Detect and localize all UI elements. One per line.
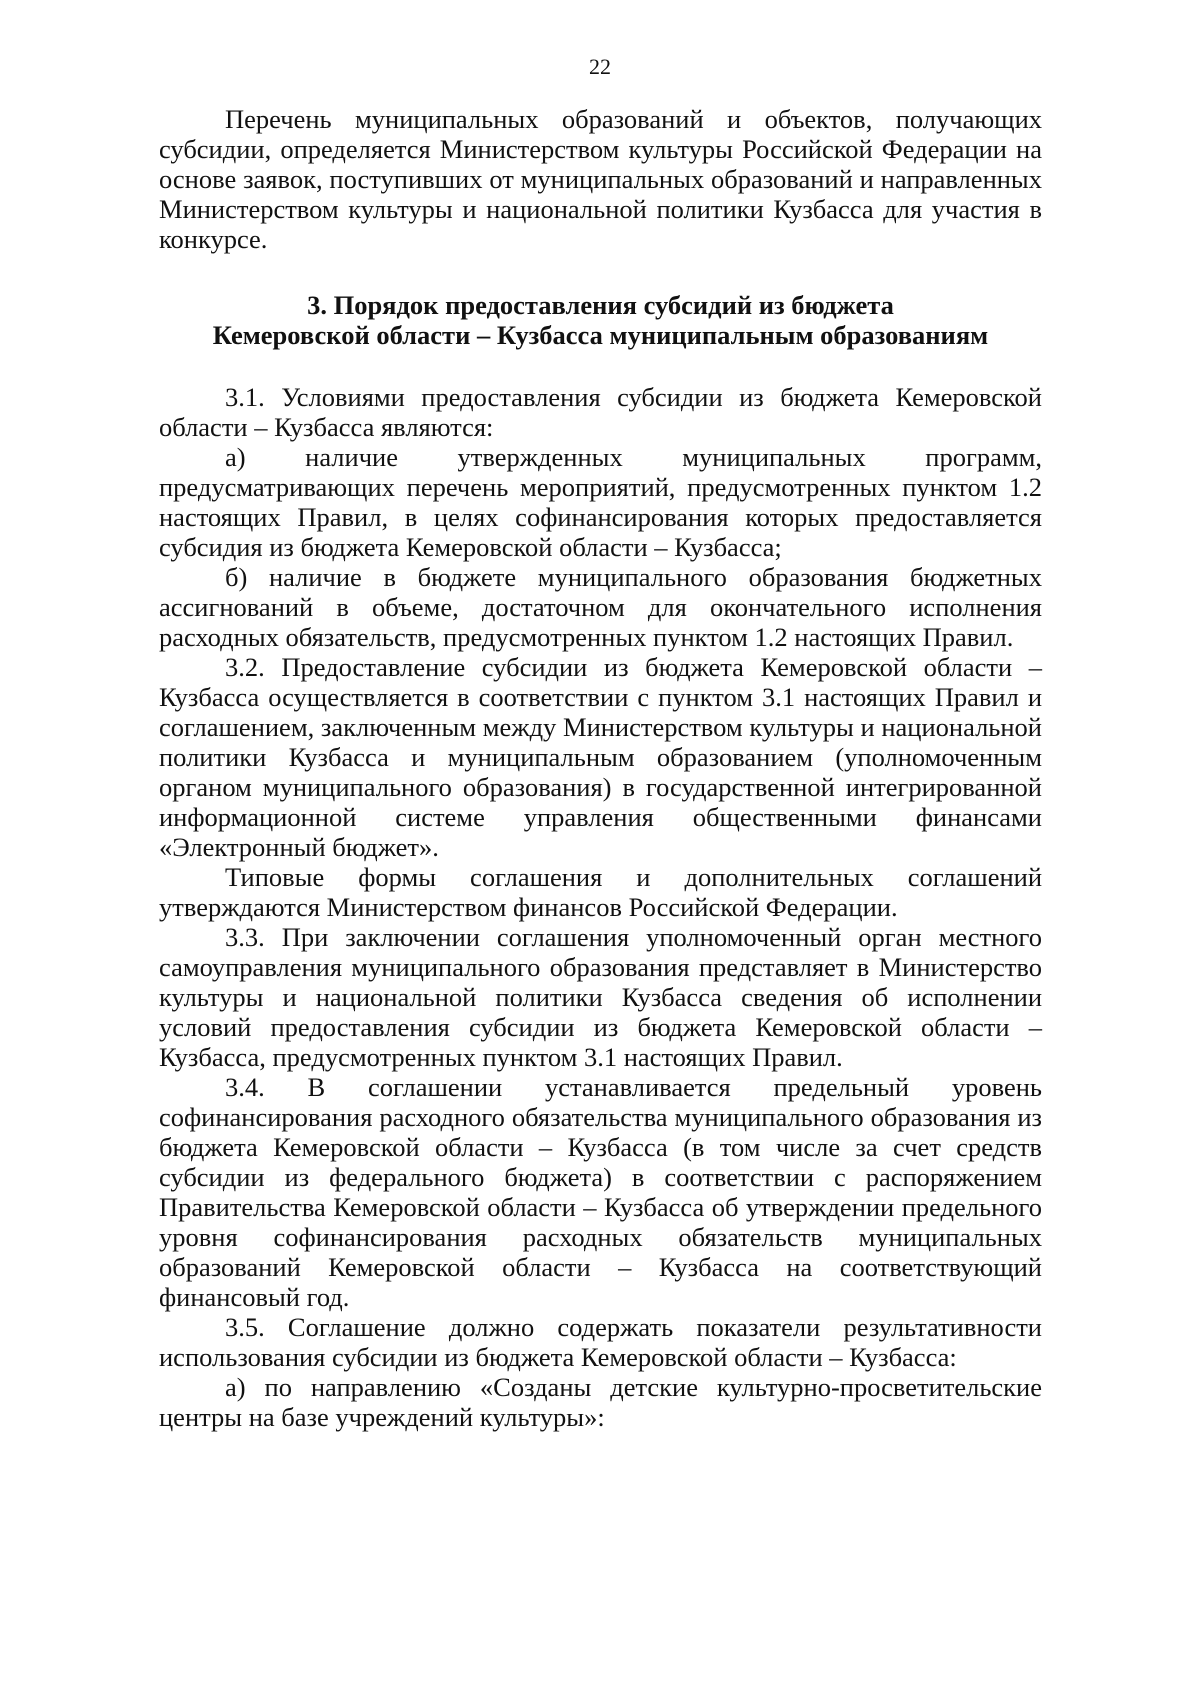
intro-paragraph: Перечень муниципальных образований и объектов, получающих субсидии, определяется Министерством культуры Российской Федерации на основе заявок, поступивших от муниципальных образований и направленных Министерством культуры и национальной политики Кузбасса для участия в конкурсе. [159,104,1042,254]
paragraph-3-5-a: а) по направлению «Созданы детские культурно-просветительские центры на базе учреждений культуры»: [159,1372,1042,1432]
paragraph-typical-forms: Типовые формы соглашения и дополнительных соглашений утверждаются Министерством финансов Российской Федерации. [159,862,1042,922]
paragraph-3-2: 3.2. Предоставление субсидии из бюджета Кемеровской области – Кузбасса осуществляется в соответствии с пунктом 3.1 настоящих Правил и соглашением, заключенным между Министерством культуры и национальной политики Кузбасса и муниципальным образованием (уполномоченным органом муниципального образования) в государственной интегрированной информационной системе управления общественными финансами «Электронный бюджет». [159,652,1042,862]
section-heading-line-2: Кемеровской области – Кузбасса муниципальным образованиям [212,320,989,350]
section-heading [159,290,1042,350]
paragraph-3-1: 3.1. Условиями предоставления субсидии из бюджета Кемеровской области – Кузбасса являются: [159,382,1042,442]
paragraph-3-4: 3.4. В соглашении устанавливается предельный уровень софинансирования расходного обязательства муниципального образования из бюджета Кемеровской области – Кузбасса (в том числе за счет средств субсидии из федерального бюджета) в соответствии с распоряжением Правительства Кемеровской области – Кузбасса об утверждении предельного уровня софинансирования расходных обязательств муниципальных образований Кемеровской области – Кузбасса на соответствующий финансовый год. [159,1072,1042,1312]
section-heading-line-1: 3. Порядок предоставления субсидий из бюджета [307,290,894,320]
document-body [159,104,1042,1432]
paragraph-3-3: 3.3. При заключении соглашения уполномоченный орган местного самоуправления муниципального образования представляет в Министерство культуры и национальной политики Кузбасса сведения об исполнении условий предоставления субсидии из бюджета Кемеровской области – Кузбасса, предусмотренных пунктом 3.1 настоящих Правил. [159,922,1042,1072]
paragraph-3-1-b: б) наличие в бюджете муниципального образования бюджетных ассигнований в объеме, достаточном для окончательного исполнения расходных обязательств, предусмотренных пунктом 1.2 настоящих Правил. [159,562,1042,652]
page-number: 22 [589,54,611,79]
paragraph-3-5: 3.5. Соглашение должно содержать показатели результативности использования субсидии из бюджета Кемеровской области – Кузбасса: [159,1312,1042,1372]
paragraph-3-1-a: а) наличие утвержденных муниципальных программ, предусматривающих перечень мероприятий, предусмотренных пунктом 1.2 настоящих Правил, в целях софинансирования которых предоставляется субсидия из бюджета Кемеровской области – Кузбасса; [159,442,1042,562]
